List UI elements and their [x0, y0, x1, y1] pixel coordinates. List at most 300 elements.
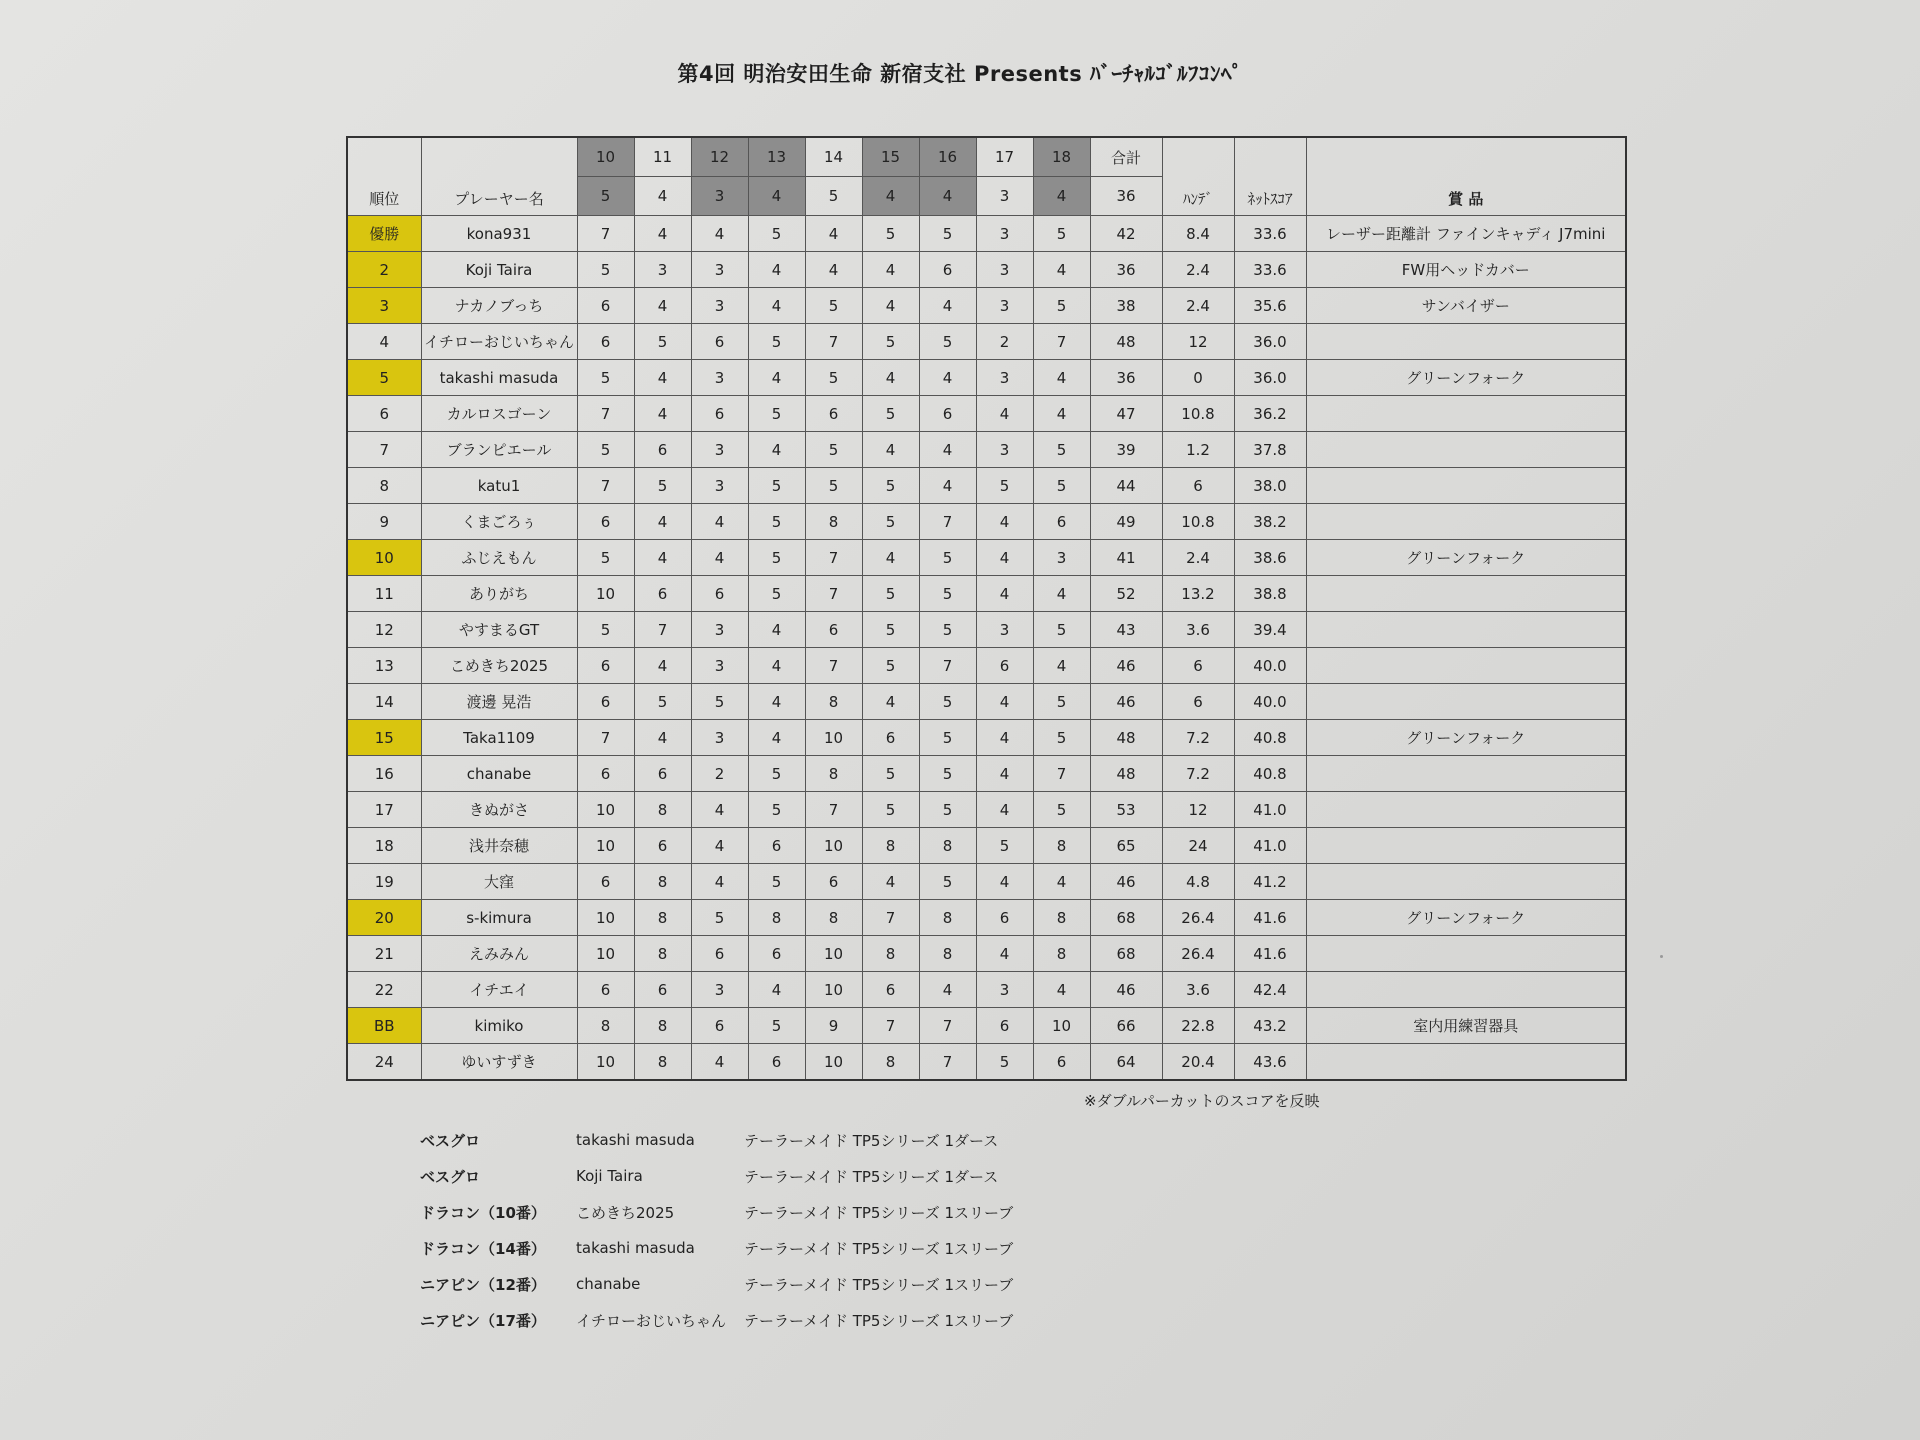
hole-score: 6 — [805, 612, 862, 648]
table-row — [347, 1044, 1626, 1081]
hole-score: 6 — [976, 900, 1033, 936]
hole-score: 5 — [862, 396, 919, 432]
hole-score: 5 — [862, 612, 919, 648]
hole-score: 6 — [577, 756, 634, 792]
hole-score: 4 — [1033, 576, 1090, 612]
rank-cell: 9 — [347, 504, 421, 540]
par-value: 4 — [1033, 177, 1090, 216]
net-score: 41.0 — [1234, 792, 1306, 828]
player-name: くまごろぅ — [421, 504, 577, 540]
hole-score: 4 — [634, 720, 691, 756]
net-score: 33.6 — [1234, 216, 1306, 252]
table-row — [347, 612, 1626, 648]
rank-cell: 20 — [347, 900, 421, 936]
hole-score: 5 — [748, 864, 805, 900]
hole-score: 4 — [976, 720, 1033, 756]
table-row — [347, 648, 1626, 684]
hole-score: 5 — [976, 1044, 1033, 1081]
handicap-value: 8.4 — [1162, 216, 1234, 252]
hole-score: 7 — [862, 1008, 919, 1044]
net-score: 40.0 — [1234, 684, 1306, 720]
hole-score: 3 — [976, 360, 1033, 396]
hole-score: 4 — [691, 864, 748, 900]
net-score-header: ﾈｯﾄｽｺｱ — [1234, 137, 1306, 216]
hole-score: 5 — [748, 468, 805, 504]
hole-score: 7 — [805, 324, 862, 360]
player-name: こめきち2025 — [421, 648, 577, 684]
award-winner: takashi masuda — [576, 1131, 695, 1149]
rank-cell: 18 — [347, 828, 421, 864]
award-row — [420, 1302, 1064, 1338]
total-score: 47 — [1090, 396, 1162, 432]
hole-score: 8 — [919, 936, 976, 972]
hole-score: 7 — [919, 504, 976, 540]
hole-score: 5 — [634, 684, 691, 720]
total-score: 64 — [1090, 1044, 1162, 1081]
hole-score: 3 — [691, 432, 748, 468]
rank-cell: 6 — [347, 396, 421, 432]
prize-cell — [1306, 1044, 1626, 1081]
handicap-value: 2.4 — [1162, 252, 1234, 288]
table-row — [347, 468, 1626, 504]
par-value: 3 — [976, 177, 1033, 216]
net-score: 42.4 — [1234, 972, 1306, 1008]
hole-score: 5 — [805, 288, 862, 324]
total-score: 52 — [1090, 576, 1162, 612]
hole-score: 5 — [748, 324, 805, 360]
hole-score: 5 — [919, 756, 976, 792]
hole-score: 6 — [634, 432, 691, 468]
table-row — [347, 684, 1626, 720]
net-score: 39.4 — [1234, 612, 1306, 648]
hole-score: 4 — [919, 468, 976, 504]
net-score: 36.2 — [1234, 396, 1306, 432]
hole-score: 6 — [1033, 504, 1090, 540]
total-score: 65 — [1090, 828, 1162, 864]
prize-cell — [1306, 792, 1626, 828]
hole-score: 6 — [862, 720, 919, 756]
table-row — [347, 1008, 1626, 1044]
total-score: 41 — [1090, 540, 1162, 576]
hole-score: 4 — [748, 612, 805, 648]
prize-cell — [1306, 576, 1626, 612]
hole-score: 5 — [919, 540, 976, 576]
hole-score: 3 — [976, 612, 1033, 648]
hole-score: 5 — [862, 648, 919, 684]
par-value: 3 — [691, 177, 748, 216]
handicap-value: 13.2 — [1162, 576, 1234, 612]
hole-score: 10 — [577, 900, 634, 936]
hole-score: 4 — [805, 252, 862, 288]
hole-score: 7 — [1033, 324, 1090, 360]
paper-speck — [1660, 955, 1663, 958]
player-name: 大窪 — [421, 864, 577, 900]
table-row — [347, 432, 1626, 468]
hole-score: 4 — [748, 684, 805, 720]
award-label: ドラコン（14番） — [420, 1239, 546, 1258]
net-score: 36.0 — [1234, 324, 1306, 360]
hole-score: 7 — [577, 216, 634, 252]
total-score: 66 — [1090, 1008, 1162, 1044]
hole-score: 5 — [577, 612, 634, 648]
hole-score: 5 — [748, 216, 805, 252]
hole-score: 7 — [805, 540, 862, 576]
award-prize: テーラーメイド TP5シリーズ 1スリーブ — [744, 1203, 1014, 1222]
hole-score: 4 — [634, 504, 691, 540]
hole-score: 6 — [976, 1008, 1033, 1044]
hole-score: 7 — [805, 792, 862, 828]
hole-score: 6 — [862, 972, 919, 1008]
prize-cell — [1306, 684, 1626, 720]
hole-score: 3 — [691, 720, 748, 756]
hole-score: 5 — [691, 684, 748, 720]
rank-cell: 19 — [347, 864, 421, 900]
hole-score: 8 — [862, 936, 919, 972]
net-score: 37.8 — [1234, 432, 1306, 468]
hole-score: 5 — [634, 468, 691, 504]
hole-score: 4 — [634, 288, 691, 324]
rank-cell: BB — [347, 1008, 421, 1044]
hole-score: 5 — [748, 792, 805, 828]
hole-score: 5 — [862, 792, 919, 828]
hole-score: 5 — [919, 684, 976, 720]
table-row — [347, 864, 1626, 900]
total-score: 46 — [1090, 684, 1162, 720]
hole-score: 8 — [577, 1008, 634, 1044]
net-score: 41.6 — [1234, 936, 1306, 972]
hole-score: 5 — [577, 360, 634, 396]
player-name: Koji Taira — [421, 252, 577, 288]
hole-header: 11 — [634, 137, 691, 177]
rank-header: 順位 — [347, 137, 421, 216]
hole-score: 6 — [634, 828, 691, 864]
award-prize: テーラーメイド TP5シリーズ 1スリーブ — [744, 1311, 1014, 1330]
hole-score: 3 — [976, 972, 1033, 1008]
player-name: イチエイ — [421, 972, 577, 1008]
player-name: chanabe — [421, 756, 577, 792]
handicap-value: 4.8 — [1162, 864, 1234, 900]
hole-header: 17 — [976, 137, 1033, 177]
prize-cell: グリーンフォーク — [1306, 900, 1626, 936]
hole-score: 8 — [805, 684, 862, 720]
hole-score: 2 — [691, 756, 748, 792]
hole-score: 8 — [805, 756, 862, 792]
award-winner: takashi masuda — [576, 1239, 695, 1257]
award-row — [420, 1194, 1064, 1230]
award-label: ドラコン（10番） — [420, 1203, 546, 1222]
total-score: 68 — [1090, 900, 1162, 936]
total-score: 36 — [1090, 360, 1162, 396]
hole-score: 3 — [1033, 540, 1090, 576]
hole-score: 6 — [805, 864, 862, 900]
hole-score: 4 — [748, 432, 805, 468]
hole-score: 5 — [1033, 720, 1090, 756]
handicap-value: 22.8 — [1162, 1008, 1234, 1044]
rank-cell: 4 — [347, 324, 421, 360]
hole-score: 8 — [634, 1008, 691, 1044]
hole-score: 3 — [976, 288, 1033, 324]
prize-header: 賞 品 — [1306, 137, 1626, 216]
hole-score: 7 — [919, 1008, 976, 1044]
net-score: 40.8 — [1234, 720, 1306, 756]
total-score: 68 — [1090, 936, 1162, 972]
handicap-value: 0 — [1162, 360, 1234, 396]
hole-score: 7 — [862, 900, 919, 936]
total-score: 36 — [1090, 252, 1162, 288]
rank-cell: 17 — [347, 792, 421, 828]
player-name: Taka1109 — [421, 720, 577, 756]
total-score: 39 — [1090, 432, 1162, 468]
hole-score: 4 — [691, 828, 748, 864]
prize-cell — [1306, 612, 1626, 648]
handicap-value: 20.4 — [1162, 1044, 1234, 1081]
hole-score: 4 — [862, 252, 919, 288]
hole-score: 5 — [919, 792, 976, 828]
table-row — [347, 972, 1626, 1008]
handicap-value: 26.4 — [1162, 936, 1234, 972]
table-row — [347, 396, 1626, 432]
hole-score: 10 — [805, 720, 862, 756]
par-value: 4 — [919, 177, 976, 216]
hole-score: 4 — [976, 576, 1033, 612]
hole-score: 8 — [634, 792, 691, 828]
hole-score: 4 — [1033, 252, 1090, 288]
hole-score: 10 — [577, 576, 634, 612]
hole-score: 5 — [577, 432, 634, 468]
hole-score: 4 — [748, 252, 805, 288]
hole-score: 4 — [976, 504, 1033, 540]
player-name: イチローおじいちゃん — [421, 324, 577, 360]
hole-header: 16 — [919, 137, 976, 177]
hole-score: 4 — [748, 360, 805, 396]
handicap-value: 7.2 — [1162, 756, 1234, 792]
net-score: 38.8 — [1234, 576, 1306, 612]
par-value: 4 — [748, 177, 805, 216]
hole-score: 6 — [748, 828, 805, 864]
hole-score: 10 — [577, 936, 634, 972]
hole-header: 18 — [1033, 137, 1090, 177]
total-score: 53 — [1090, 792, 1162, 828]
total-score: 48 — [1090, 324, 1162, 360]
hole-score: 8 — [1033, 936, 1090, 972]
hole-score: 4 — [862, 684, 919, 720]
rank-cell: 2 — [347, 252, 421, 288]
hole-score: 8 — [634, 864, 691, 900]
player-name: ありがち — [421, 576, 577, 612]
hole-score: 5 — [862, 324, 919, 360]
hole-score: 4 — [862, 360, 919, 396]
hole-score: 4 — [805, 216, 862, 252]
hole-score: 4 — [976, 936, 1033, 972]
hole-score: 3 — [976, 216, 1033, 252]
table-row — [347, 288, 1626, 324]
handicap-value: 6 — [1162, 468, 1234, 504]
handicap-value: 10.8 — [1162, 504, 1234, 540]
hole-score: 5 — [748, 540, 805, 576]
player-name: えみみん — [421, 936, 577, 972]
award-label: ニアピン（12番） — [420, 1275, 546, 1294]
handicap-value: 6 — [1162, 684, 1234, 720]
hole-score: 5 — [748, 756, 805, 792]
page-title: 第4回 明治安田生命 新宿支社 Presents ﾊﾞｰﾁｬﾙｺﾞﾙﾌｺﾝﾍﾟ — [677, 62, 1243, 86]
hole-score: 6 — [634, 972, 691, 1008]
hole-score: 5 — [1033, 468, 1090, 504]
prize-cell — [1306, 432, 1626, 468]
hole-score: 3 — [976, 252, 1033, 288]
hole-score: 4 — [748, 288, 805, 324]
award-prize: テーラーメイド TP5シリーズ 1スリーブ — [744, 1275, 1014, 1294]
hole-score: 4 — [748, 648, 805, 684]
net-score: 36.0 — [1234, 360, 1306, 396]
hole-score: 8 — [919, 900, 976, 936]
rank-cell: 8 — [347, 468, 421, 504]
rank-cell: 11 — [347, 576, 421, 612]
handicap-value: 2.4 — [1162, 288, 1234, 324]
hole-score: 3 — [691, 468, 748, 504]
hole-score: 4 — [862, 540, 919, 576]
hole-score: 6 — [691, 576, 748, 612]
award-row — [420, 1230, 1064, 1266]
table-row — [347, 720, 1626, 756]
net-score: 43.2 — [1234, 1008, 1306, 1044]
handicap-value: 12 — [1162, 792, 1234, 828]
prize-cell — [1306, 648, 1626, 684]
hole-score: 5 — [748, 1008, 805, 1044]
hole-score: 6 — [577, 288, 634, 324]
net-score: 38.2 — [1234, 504, 1306, 540]
hole-score: 4 — [691, 216, 748, 252]
net-score: 41.6 — [1234, 900, 1306, 936]
hole-score: 8 — [805, 504, 862, 540]
hole-score: 5 — [862, 468, 919, 504]
handicap-value: 3.6 — [1162, 612, 1234, 648]
hole-score: 5 — [805, 468, 862, 504]
hole-score: 3 — [976, 432, 1033, 468]
hole-score: 10 — [805, 828, 862, 864]
hole-score: 5 — [805, 360, 862, 396]
hole-score: 4 — [1033, 360, 1090, 396]
table-row — [347, 900, 1626, 936]
table-row — [347, 936, 1626, 972]
hole-score: 6 — [748, 936, 805, 972]
player-name: takashi masuda — [421, 360, 577, 396]
net-score: 33.6 — [1234, 252, 1306, 288]
total-score: 48 — [1090, 756, 1162, 792]
handicap-header: ﾊﾝﾃﾞ — [1162, 137, 1234, 216]
hole-score: 4 — [976, 540, 1033, 576]
hole-score: 5 — [1033, 792, 1090, 828]
rank-cell: 24 — [347, 1044, 421, 1081]
hole-score: 6 — [577, 648, 634, 684]
hole-score: 5 — [577, 540, 634, 576]
award-prize: テーラーメイド TP5シリーズ 1ダース — [744, 1131, 999, 1150]
hole-score: 10 — [577, 1044, 634, 1081]
net-score: 41.0 — [1234, 828, 1306, 864]
award-prize: テーラーメイド TP5シリーズ 1スリーブ — [744, 1239, 1014, 1258]
hole-score: 4 — [919, 360, 976, 396]
hole-score: 4 — [691, 540, 748, 576]
total-score: 46 — [1090, 864, 1162, 900]
hole-score: 4 — [1033, 396, 1090, 432]
hole-score: 7 — [577, 468, 634, 504]
hole-score: 4 — [634, 540, 691, 576]
award-row — [420, 1266, 1064, 1302]
net-score: 40.8 — [1234, 756, 1306, 792]
award-label: ベスグロ — [420, 1167, 481, 1186]
hole-score: 6 — [748, 1044, 805, 1081]
prize-cell — [1306, 828, 1626, 864]
prize-cell: サンバイザー — [1306, 288, 1626, 324]
hole-header: 10 — [577, 137, 634, 177]
hole-score: 6 — [577, 864, 634, 900]
hole-score: 5 — [919, 324, 976, 360]
handicap-value: 24 — [1162, 828, 1234, 864]
table-row — [347, 360, 1626, 396]
handicap-value: 6 — [1162, 648, 1234, 684]
hole-score: 5 — [805, 432, 862, 468]
hole-score: 5 — [1033, 612, 1090, 648]
hole-score: 3 — [691, 612, 748, 648]
hole-score: 8 — [634, 1044, 691, 1081]
hole-score: 4 — [634, 216, 691, 252]
hole-score: 6 — [577, 684, 634, 720]
hole-score: 5 — [862, 216, 919, 252]
player-name: やすまるGT — [421, 612, 577, 648]
player-name: katu1 — [421, 468, 577, 504]
hole-score: 6 — [919, 396, 976, 432]
handicap-value: 7.2 — [1162, 720, 1234, 756]
hole-score: 7 — [577, 396, 634, 432]
prize-cell: グリーンフォーク — [1306, 540, 1626, 576]
prize-cell — [1306, 864, 1626, 900]
award-label: ニアピン（17番） — [420, 1311, 546, 1330]
total-header: 合計 — [1090, 137, 1162, 177]
rank-cell: 5 — [347, 360, 421, 396]
rank-cell: 10 — [347, 540, 421, 576]
hole-score: 5 — [1033, 288, 1090, 324]
player-header: プレーヤー名 — [421, 137, 577, 216]
hole-score: 5 — [862, 756, 919, 792]
player-name: ブランピエール — [421, 432, 577, 468]
hole-score: 5 — [919, 720, 976, 756]
total-score: 44 — [1090, 468, 1162, 504]
hole-score: 4 — [634, 396, 691, 432]
hole-score: 5 — [634, 324, 691, 360]
hole-score: 5 — [976, 828, 1033, 864]
hole-score: 8 — [1033, 828, 1090, 864]
rank-cell: 13 — [347, 648, 421, 684]
prize-cell: グリーンフォーク — [1306, 360, 1626, 396]
total-score: 38 — [1090, 288, 1162, 324]
hole-score: 4 — [634, 360, 691, 396]
hole-score: 8 — [634, 900, 691, 936]
hole-score: 5 — [862, 504, 919, 540]
table-row — [347, 792, 1626, 828]
hole-score: 6 — [691, 1008, 748, 1044]
table-row — [347, 756, 1626, 792]
hole-score: 8 — [862, 828, 919, 864]
hole-score: 4 — [748, 720, 805, 756]
table-row — [347, 216, 1626, 252]
hole-score: 8 — [1033, 900, 1090, 936]
award-winner: イチローおじいちゃん — [576, 1311, 727, 1330]
par-value: 5 — [577, 177, 634, 216]
hole-header: 15 — [862, 137, 919, 177]
prize-cell — [1306, 396, 1626, 432]
prize-cell — [1306, 936, 1626, 972]
hole-score: 2 — [976, 324, 1033, 360]
hole-score: 3 — [634, 252, 691, 288]
